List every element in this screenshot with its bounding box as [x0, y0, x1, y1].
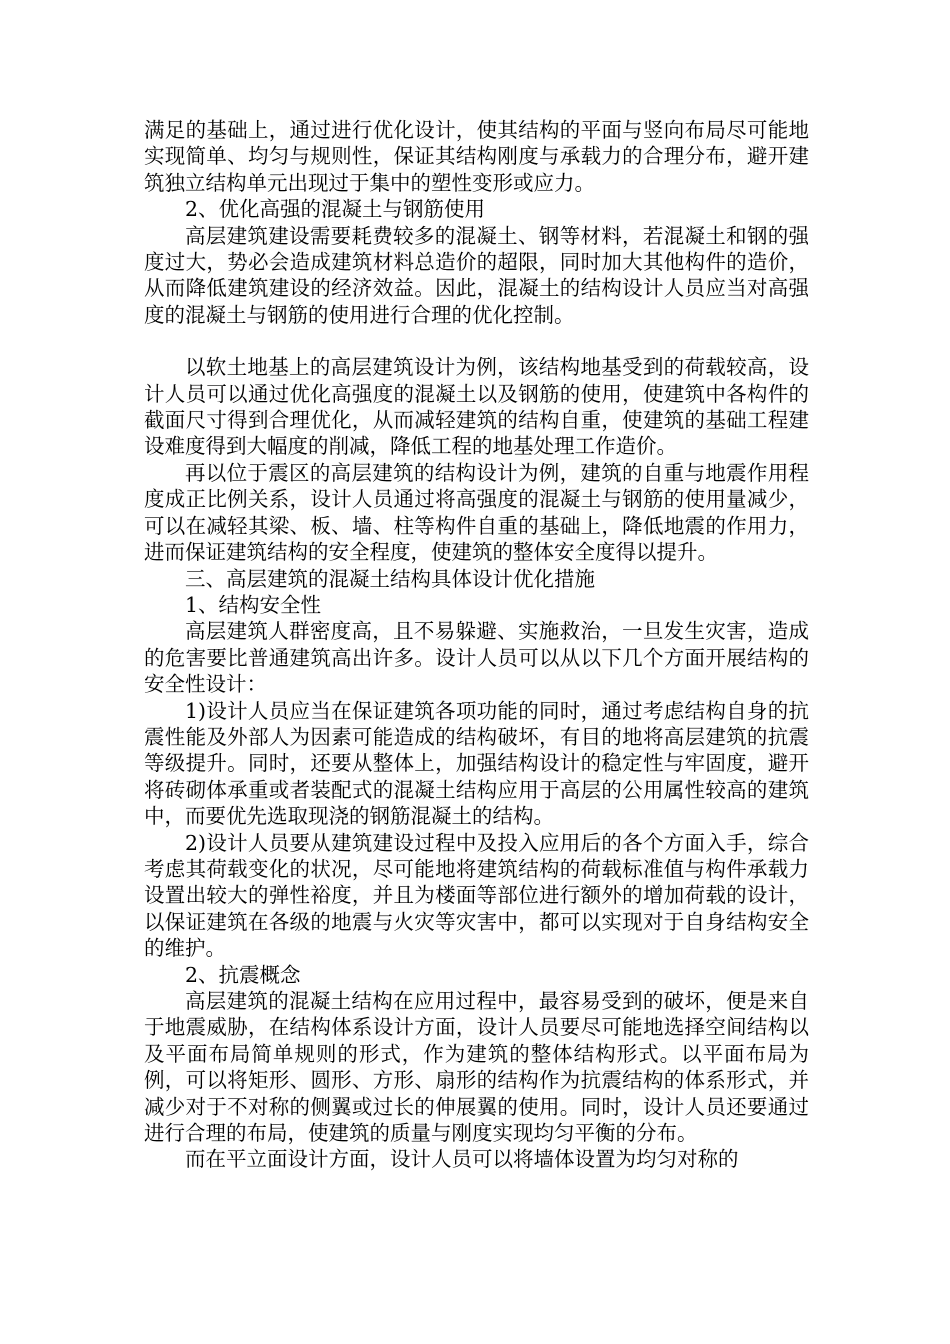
paragraph-safety-intro: 高层建筑人群密度高，且不易躲避、实施救治，一旦发生灾害，造成的危害要比普通建筑高出许多。设计人员可以从以下几个方面开展结构的安全性设计：: [144, 619, 809, 697]
paragraph-gap: [144, 328, 809, 354]
paragraph-seismic-example: 再以位于震区的高层建筑的结构设计为例，建筑的自重与地震作用程度成正比例关系，设计人员通过将高强度的混凝土与钢筋的使用量减少，可以在减轻其梁、板、墙、柱等构件自重的基础上，降低地震的作用力，进而保证建筑结构的安全程度，使建筑的整体安全度得以提升。: [144, 460, 809, 565]
list-item-1: 1)设计人员应当在保证建筑各项功能的同时，通过考虑结构自身的抗震性能及外部人为因素可能造成的结构破坏，有目的地将高层建筑的抗震等级提升。同时，还要从整体上，加强结构设计的稳定性与牢固度，避开将砖砌体承重或者装配式的混凝土结构应用于高层的公用属性较高的建筑中，而要优先选取现浇的钢筋混凝土的结构。: [144, 698, 809, 829]
paragraph-continuation: 满足的基础上，通过进行优化设计，使其结构的平面与竖向布局尽可能地实现简单、均匀与规则性，保证其结构刚度与承载力的合理分布，避开建筑独立结构单元出现过于集中的塑性变形或应力。: [144, 118, 809, 195]
document-page: [144, 117, 809, 1173]
paragraph-elevation-design: 而在平立面设计方面，设计人员可以将墙体设置为均匀对称的: [185, 1147, 739, 1172]
section-heading-3: 三、高层建筑的混凝土结构具体设计优化措施: [185, 566, 595, 591]
subheading-seismic-concept: 2、抗震概念: [185, 962, 301, 987]
paragraph-material-cost: 高层建筑建设需要耗费较多的混凝土、钢等材料，若混凝土和钢的强度过大，势必会造成建筑材料总造价的超限，同时加大其他构件的造价，从而降低建筑建设的经济效益。因此，混凝土的结构设计人员应当对高强度的混凝土与钢筋的使用进行合理的优化控制。: [144, 223, 809, 327]
paragraph-seismic-design: 高层建筑的混凝土结构在应用过程中，最容易受到的破坏，便是来自于地震威胁，在结构体系设计方面，设计人员要尽可能地选择空间结构以及平面布局简单规则的形式，作为建筑的整体结构形式。以平面布局为例，可以将矩形、圆形、方形、扇形的结构作为抗震结构的体系形式，并减少对于不对称的侧翼或过长的伸展翼的使用。同时，设计人员还要通过进行合理的布局，使建筑的质量与刚度实现均匀平衡的分布。: [144, 989, 809, 1146]
subheading-structural-safety: 1、结构安全性: [185, 592, 322, 617]
paragraph-soft-soil-example: 以软土地基上的高层建筑设计为例，该结构地基受到的荷载较高，设计人员可以通过优化高强度的混凝土以及钢筋的使用，使建筑中各构件的截面尺寸得到合理优化，从而减轻建筑的结构自重，使建筑的基础工程建设难度得到大幅度的削减，降低工程的地基处理工作造价。: [144, 355, 809, 459]
subheading-optimize-high-strength: 2、优化高强的混凝土与钢筋使用: [185, 197, 486, 222]
list-item-2: 2)设计人员要从建筑建设过程中及投入应用后的各个方面入手，综合考虑其荷载变化的状况，尽可能地将建筑结构的荷载标准值与构件承载力设置出较大的弹性裕度，并且为楼面等部位进行额外的增加荷载的设计，以保证建筑在各级的地震与火灾等灾害中，都可以实现对于自身结构安全的维护。: [144, 830, 809, 961]
